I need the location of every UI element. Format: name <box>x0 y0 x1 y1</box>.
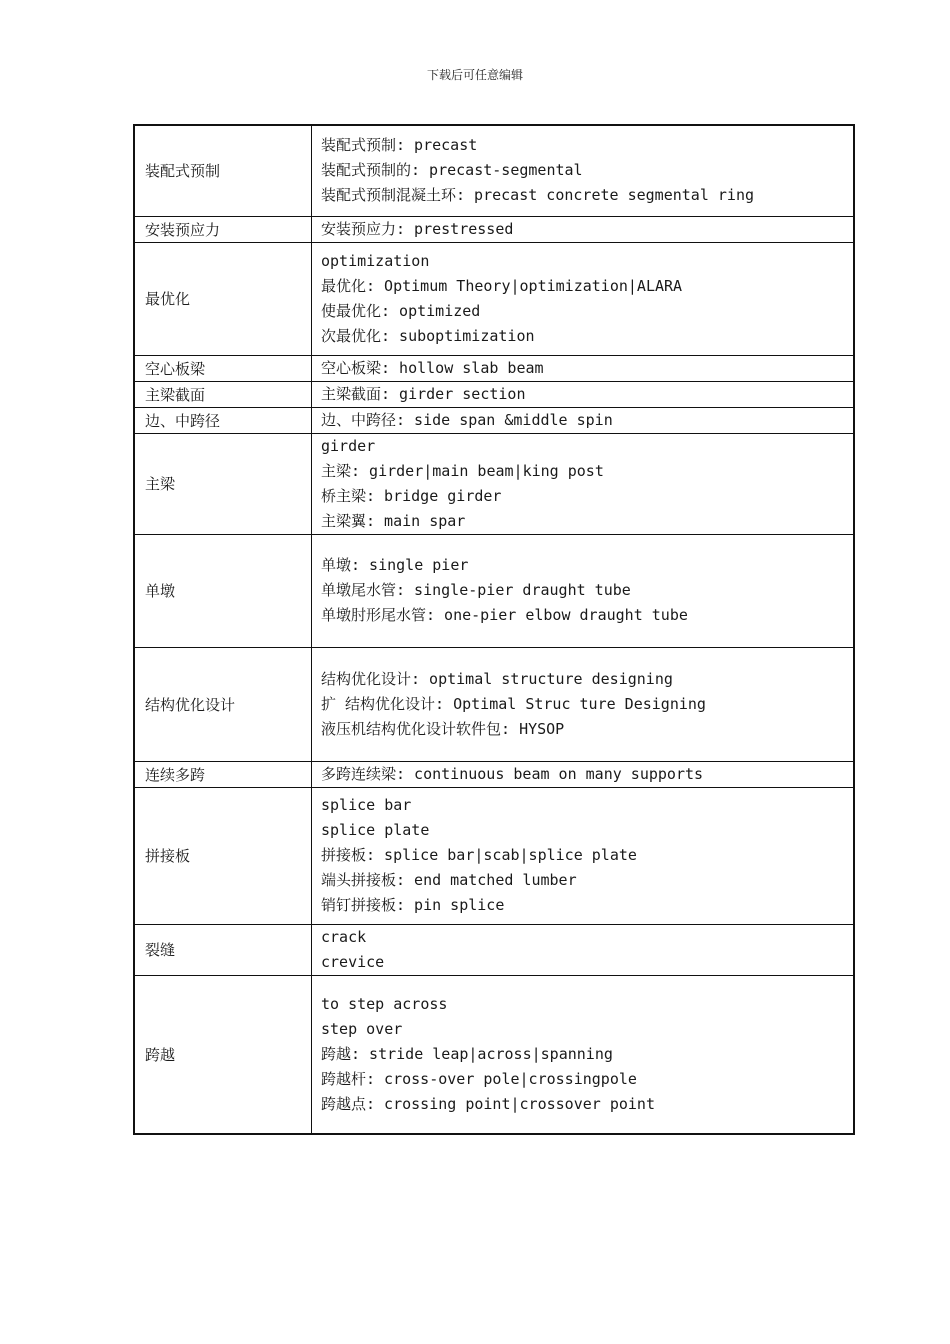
definition-line: girder <box>321 436 376 455</box>
definition-line: 边、中跨径: side span &middle spin <box>321 410 613 429</box>
definition-line: 主梁截面: girder section <box>321 384 526 403</box>
definition-line: step over <box>321 1019 403 1038</box>
table-row <box>134 355 854 381</box>
definition-line: 扩 结构优化设计: Optimal Struc ture Designing <box>321 694 706 713</box>
table-row <box>134 787 854 924</box>
term-cell: 连续多跨 <box>134 761 312 787</box>
term-cell: 安装预应力 <box>134 216 312 242</box>
definition-line: 单墩肘形尾水管: one-pier elbow draught tube <box>321 606 688 624</box>
definition-cell <box>312 355 855 381</box>
definition-line: 桥主梁: bridge girder <box>321 486 502 505</box>
definition-line: 装配式预制: precast <box>321 136 478 155</box>
term-cell: 结构优化设计 <box>134 647 312 761</box>
definition-line: splice bar <box>321 796 412 814</box>
definition-line: 销钉拼接板: pin splice <box>321 896 505 914</box>
definition-cell <box>312 216 855 242</box>
definition-cell <box>312 787 855 924</box>
definition-cell <box>312 433 855 534</box>
term-cell: 裂缝 <box>134 924 312 975</box>
definition-cell <box>312 407 855 433</box>
definition-cell <box>312 381 855 407</box>
table-row <box>134 216 854 242</box>
definition-line: 单墩: single pier <box>321 556 469 574</box>
definition-line: 端头拼接板: end matched lumber <box>321 871 577 889</box>
term-cell: 跨越 <box>134 975 312 1134</box>
term-cell: 拼接板 <box>134 787 312 924</box>
table-row <box>134 433 854 534</box>
definition-line: 装配式预制的: precast-segmental <box>321 161 583 180</box>
definition-line: 跨越杆: cross-over pole|crossingpole <box>321 1069 637 1088</box>
table-row <box>134 924 854 975</box>
table-row <box>134 381 854 407</box>
definition-line: 单墩尾水管: single-pier draught tube <box>321 581 631 599</box>
definition-line: crevice <box>321 952 385 971</box>
page-header: 下载后可任意编辑 <box>426 68 523 82</box>
definition-line: 跨越: stride leap|across|spanning <box>321 1044 613 1063</box>
table-row <box>134 534 854 647</box>
definition-line: 主梁翼: main spar <box>321 511 466 530</box>
definition-line: 装配式预制混凝土环: precast concrete segmental ring <box>321 186 755 205</box>
definition-line: optimization <box>321 251 430 270</box>
definition-cell <box>312 647 855 761</box>
table-row <box>134 761 854 787</box>
glossary-table <box>133 124 855 1135</box>
table-row <box>134 647 854 761</box>
definition-line: crack <box>321 927 367 946</box>
definition-line: 空心板梁: hollow slab beam <box>321 358 544 377</box>
definition-line: splice plate <box>321 821 430 839</box>
term-cell: 主梁截面 <box>134 381 312 407</box>
term-cell: 单墩 <box>134 534 312 647</box>
term-cell: 空心板梁 <box>134 355 312 381</box>
definition-line: 液压机结构优化设计软件包: HYSOP <box>321 719 565 738</box>
definition-line: 使最优化: optimized <box>321 301 481 320</box>
definition-cell <box>312 924 855 975</box>
definition-cell <box>312 242 855 355</box>
table-row <box>134 242 854 355</box>
definition-line: 最优化: Optimum Theory|optimization|ALARA <box>321 276 683 295</box>
definition-line: to step across <box>321 994 448 1013</box>
definition-line: 次最优化: suboptimization <box>321 326 535 345</box>
table-row <box>134 975 854 1134</box>
definition-cell <box>312 534 855 647</box>
definition-line: 跨越点: crossing point|crossover point <box>321 1094 655 1113</box>
term-cell: 最优化 <box>134 242 312 355</box>
definition-line: 主梁: girder|main beam|king post <box>321 461 604 480</box>
term-cell: 主梁 <box>134 433 312 534</box>
table-row <box>134 407 854 433</box>
definition-line: 拼接板: splice bar|scab|splice plate <box>321 846 637 864</box>
definition-line: 多跨连续梁: continuous beam on many supports <box>321 764 704 783</box>
term-cell: 边、中跨径 <box>134 407 312 433</box>
glossary-rows <box>134 125 854 1134</box>
definition-cell <box>312 975 855 1134</box>
definition-line: 结构优化设计: optimal structure designing <box>321 669 673 688</box>
term-cell: 装配式预制 <box>134 125 312 216</box>
definition-cell <box>312 125 855 216</box>
table-row <box>134 125 854 216</box>
definition-cell <box>312 761 855 787</box>
definition-line: 安装预应力: prestressed <box>321 219 514 238</box>
